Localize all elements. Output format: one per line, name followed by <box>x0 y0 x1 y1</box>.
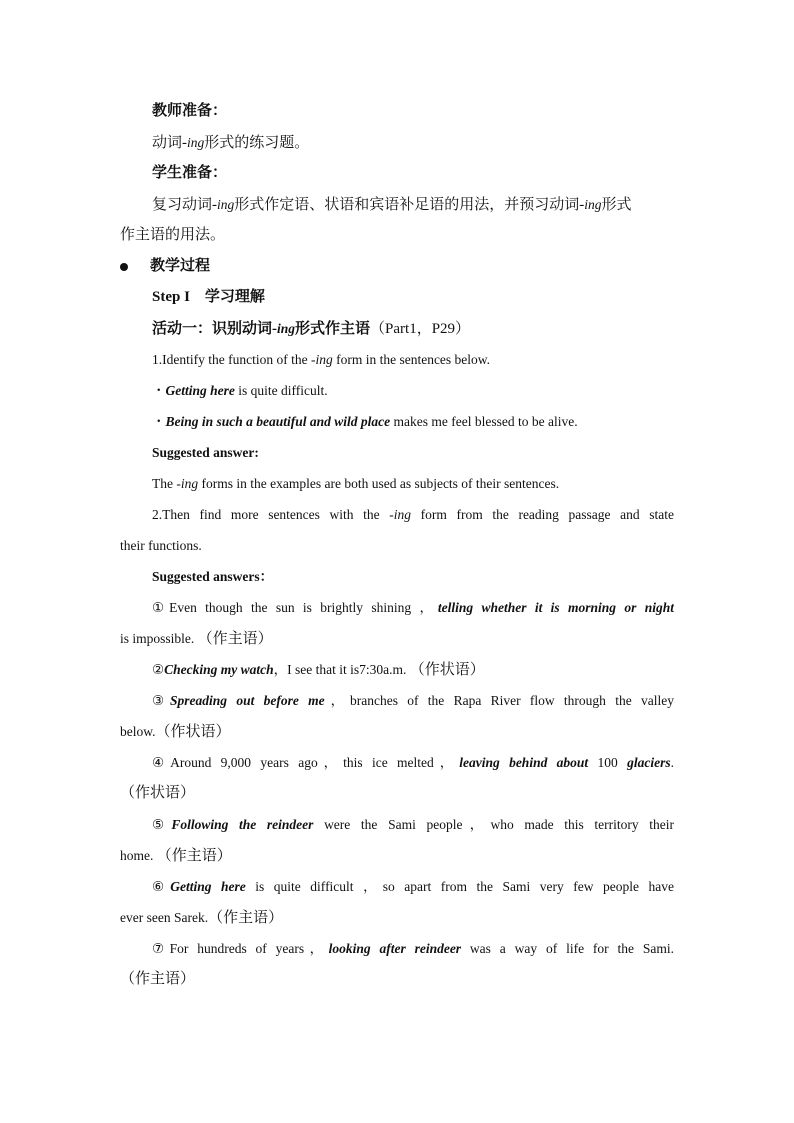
teacher-prep-heading: 教师准备： <box>152 103 228 119</box>
answer-5-line2: home. （作主语） <box>120 848 232 864</box>
answer-3-line2: below.（作状语） <box>120 724 231 740</box>
answer-3-line1: ③Spreading out before me，branches of the Rapa River flow through the valley <box>152 693 674 708</box>
suggested-answer-label: Suggested answer: <box>152 445 259 460</box>
answer-4-line1: ④Around 9,000 years ago，this ice melted，leaving behind about 100 glaciers. <box>152 755 674 770</box>
answer-1-line2: is impossible. （作主语） <box>120 631 273 647</box>
question-2-line1: 2.Then find more sentences with the -ing form from the reading passage and state <box>152 507 674 522</box>
student-prep-body-line2: 作主语的用法。 <box>120 227 226 243</box>
answer-6-line2: ever seen Sarek.（作主语） <box>120 910 284 926</box>
answer-7-line2: （作主语） <box>120 971 196 987</box>
process-section-heading: 教学过程 <box>120 251 674 282</box>
activity-heading: 活动一：识别动词-ing形式作主语（Part1，P29） <box>152 321 471 337</box>
document-page <box>120 96 674 995</box>
answer-1-line1: ①Even though the sun is brightly shining ，telling whether it is morning or night <box>152 600 674 615</box>
teacher-prep-body: 动词-ing形式的练习题。 <box>152 135 310 151</box>
example-sentence-1: ・Getting here is quite difficult. <box>152 383 328 398</box>
answer-2: ②Checking my watch，I see that it is7:30a.m. （作状语） <box>152 662 485 678</box>
bullet-dot <box>120 263 128 271</box>
question-1: 1.Identify the function of the -ing form in the sentences below. <box>152 352 491 367</box>
question-2-line2: their functions. <box>120 538 202 553</box>
example-sentence-2: ・Being in such a beautiful and wild place makes me feel blessed to be alive. <box>152 414 578 429</box>
answer-5-line1: ⑤Following the reindeer were the Sami people，who made this territory their <box>152 817 674 832</box>
answer-4-line2: （作状语） <box>120 785 196 801</box>
step-heading: Step I 学习理解 <box>152 289 265 305</box>
answer-7-line1: ⑦For hundreds of years，looking after reindeer was a way of life for the Sami. <box>152 941 674 956</box>
student-prep-heading: 学生准备： <box>152 165 228 181</box>
student-prep-body-line1: 复习动词-ing形式作定语、状语和宾语补足语的用法，并预习动词-ing形式 <box>152 197 632 213</box>
suggested-answer-text: The -ing forms in the examples are both used as subjects of their sentences. <box>152 476 560 491</box>
suggested-answers-label: Suggested answers： <box>152 569 274 584</box>
answer-6-line1: ⑥Getting here is quite difficult ，so apart from the Sami very few people have <box>152 879 674 894</box>
